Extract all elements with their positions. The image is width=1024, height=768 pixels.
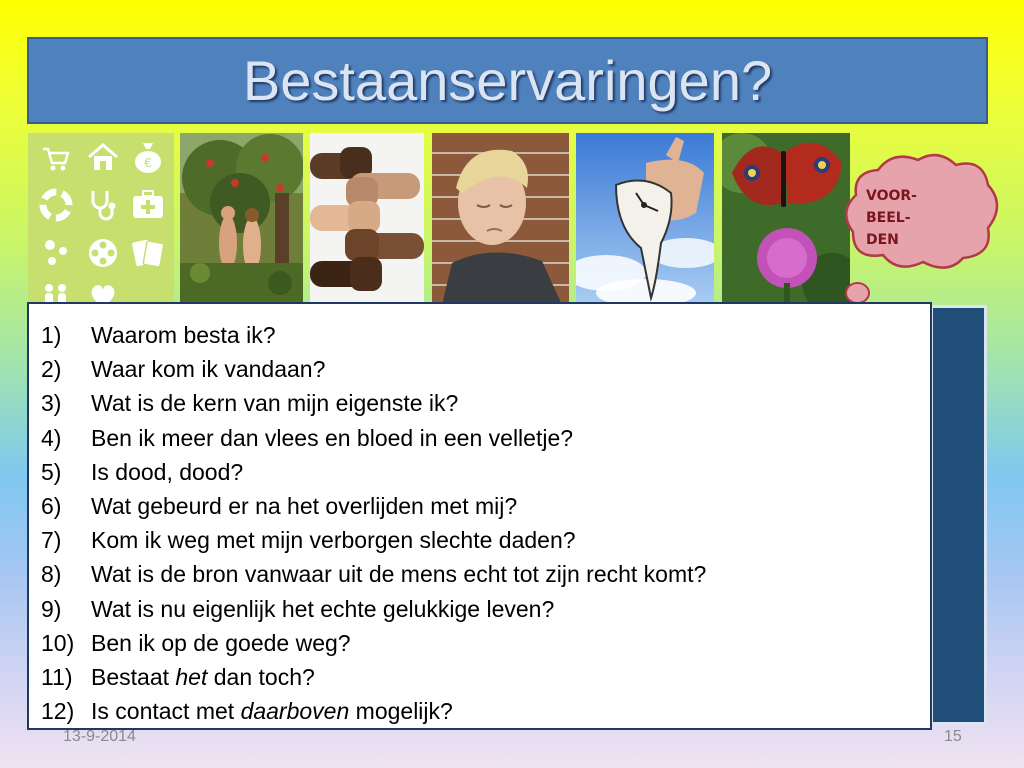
question-item <box>41 489 920 523</box>
question-text: Ben ik meer dan vlees en bloed in een velletje? <box>91 424 574 451</box>
first-aid-kit-icon <box>128 185 168 225</box>
butterfly-image <box>722 133 850 305</box>
heart-icon <box>83 275 123 305</box>
svg-text:€: € <box>144 156 152 170</box>
question-item <box>41 318 920 352</box>
slide-number: 15 <box>944 728 962 745</box>
house-icon <box>83 137 123 177</box>
questions-list <box>41 318 920 728</box>
question-number: 9) <box>41 595 62 622</box>
question-number: 6) <box>41 493 62 520</box>
sad-boy-image <box>432 133 569 305</box>
question-text: Wat is de bron vanwaar uit de mens echt tot zijn recht komt? <box>91 561 707 588</box>
stethoscope-icon <box>83 185 123 225</box>
family-icon <box>36 275 76 305</box>
thought-bubble-large <box>845 282 870 304</box>
playing-cards-icon <box>128 233 168 273</box>
question-text: Ben ik op de goede weg? <box>91 629 351 656</box>
linked-fists-image <box>310 133 424 305</box>
question-number: 1) <box>41 322 62 348</box>
film-reel-icon <box>83 233 123 273</box>
people-icon <box>36 233 76 273</box>
garden-painting-image <box>180 133 303 305</box>
question-item <box>41 386 920 420</box>
question-number: 10) <box>41 629 75 656</box>
question-number: 2) <box>41 356 62 383</box>
question-item <box>41 626 920 660</box>
title-bar <box>27 37 988 124</box>
question-item <box>41 352 920 386</box>
question-number: 3) <box>41 390 62 417</box>
question-item <box>41 557 920 591</box>
question-number: 8) <box>41 561 62 588</box>
callout-line: DEN <box>866 232 899 248</box>
callout-text <box>866 185 946 251</box>
question-text: Wat is nu eigenlijk het echte gelukkige leven? <box>91 595 555 622</box>
question-item <box>41 421 920 455</box>
question-item <box>41 660 920 694</box>
question-text: Is contact met daarboven mogelijk? <box>91 698 453 725</box>
slide-title: Bestaanservaringen? <box>242 49 773 112</box>
question-text: Bestaat het dan toch? <box>91 664 315 691</box>
question-item <box>41 694 920 728</box>
question-number: 4) <box>41 424 62 451</box>
side-panel <box>930 305 987 725</box>
melting-clock-image <box>576 133 714 305</box>
question-text: Wat is de kern van mijn eigenste ik? <box>91 390 459 417</box>
question-number: 11) <box>41 664 73 691</box>
questions-box <box>27 302 932 730</box>
question-number: 7) <box>41 527 62 554</box>
life-icons-grid-image <box>28 133 174 305</box>
question-text: Kom ik weg met mijn verborgen slechte daden? <box>91 527 576 554</box>
money-bag-icon <box>128 137 168 177</box>
question-item <box>41 523 920 557</box>
question-number: 5) <box>41 458 62 485</box>
question-item <box>41 455 920 489</box>
question-text: Waar kom ik vandaan? <box>91 356 326 383</box>
lifebuoy-icon <box>36 185 76 225</box>
callout-line: BEEL- <box>866 210 911 226</box>
footer-date: 13-9-2014 <box>63 728 136 745</box>
question-text: Wat gebeurd er na het overlijden met mij? <box>91 493 518 520</box>
callout-line: VOOR- <box>866 188 917 204</box>
question-item <box>41 592 920 626</box>
cart-icon <box>36 139 76 179</box>
question-text: Is dood, dood? <box>91 458 244 485</box>
question-number: 12) <box>41 698 75 725</box>
question-text: Waarom besta ik? <box>91 322 276 348</box>
